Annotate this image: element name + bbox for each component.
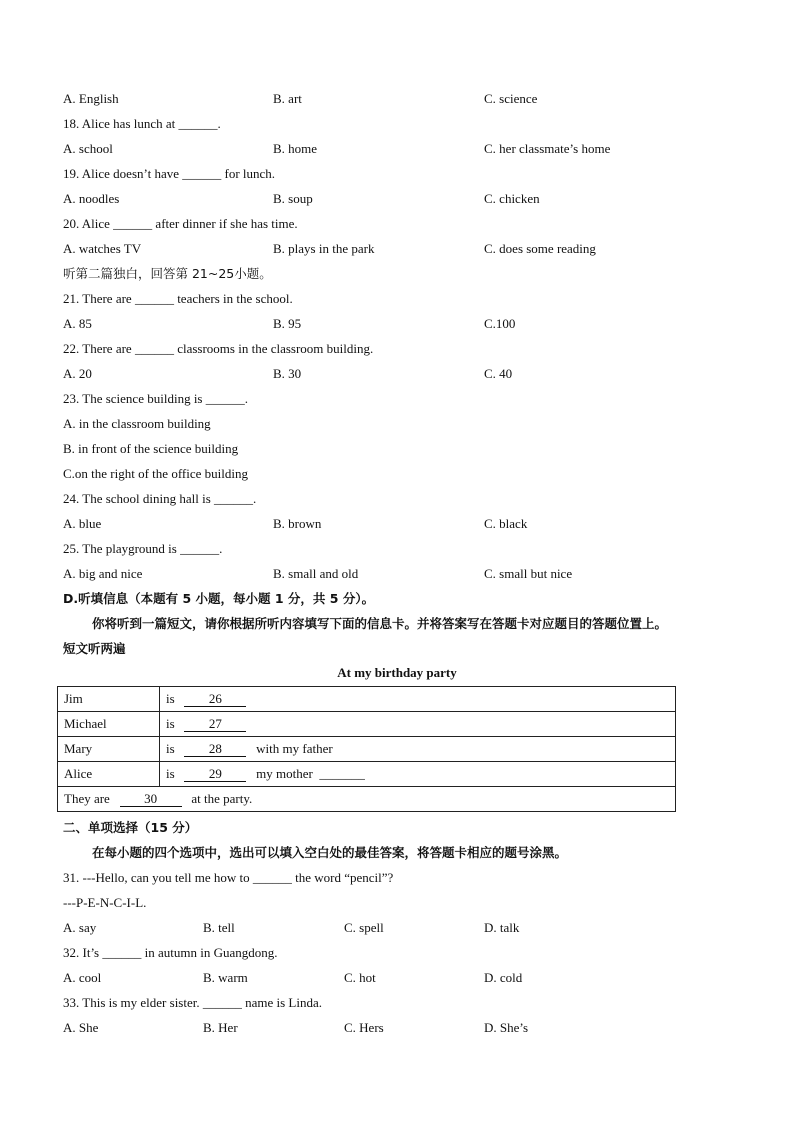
row-verb: is [166,741,175,756]
q18-stem: 18. Alice has lunch at ______. [63,116,221,131]
q31-options [63,920,683,936]
q17-options [63,91,683,107]
q24-option-a: A. blue [63,516,102,531]
row-name: Michael [58,712,160,737]
q19-stem: 19. Alice doesn’t have ______ for lunch. [63,166,276,181]
answer-blank: 28 [184,742,246,757]
q23-stem: 23. The science building is ______. [63,391,248,406]
q24-option-c: C. black [484,516,528,531]
q22-stem: 22. There are ______ classrooms in the classroom building. [63,341,374,356]
q17-option-a: A. English [63,91,119,106]
row-content [160,712,676,737]
q19-options [63,191,683,207]
q22-option-a: A. 20 [63,366,92,381]
q33-option-b: B. Her [203,1020,238,1035]
row-pre: They are [64,791,110,806]
section-d-title: D.听填信息（本题有 5 小题，每小题 1 分，共 5 分）。 [63,591,375,606]
section-2-instruction: 在每小题的四个选项中，选出可以填入空白处的最佳答案，将答题卡相应的题号涂黑。 [92,845,568,860]
q21-stem: 21. There are ______ teachers in the school. [63,291,293,306]
q31-option-d: D. talk [484,920,520,935]
q23-option-c: C.on the right of the office building [63,466,248,481]
section-monologue-2-heading: 听第二篇独白，回答第 21~25小题。 [63,266,272,281]
row-verb: is [166,691,175,706]
q23-option-a: A. in the classroom building [63,416,211,431]
q33-option-c: C. Hers [344,1020,384,1035]
info-card-row [58,762,676,787]
q25-option-a: A. big and nice [63,566,143,581]
q33-option-a: A. She [63,1020,99,1035]
q19-option-c: C. chicken [484,191,540,206]
row-name: Alice [58,762,160,787]
q33-options [63,1020,683,1036]
info-card-title: At my birthday party [337,665,457,680]
q31-option-c: C. spell [344,920,384,935]
q25-option-c: C. small but nice [484,566,573,581]
q23-option-b: B. in front of the science building [63,441,239,456]
row-post: at the party. [191,791,253,806]
section-d-instruction: 你将听到一篇短文，请你根据所听内容填写下面的信息卡。并将答案写在答题卡对应题目的答题位置上。 [92,616,668,631]
q21-option-a: A. 85 [63,316,92,331]
q19-option-a: A. noodles [63,191,120,206]
q19-option-b: B. soup [273,191,313,206]
q21-option-c: C.100 [484,316,516,331]
q33-stem: 33. This is my elder sister. ______ name is Linda. [63,995,323,1010]
q25-stem: 25. The playground is ______. [63,541,223,556]
q20-option-b: B. plays in the park [273,241,375,256]
q17-option-b: B. art [273,91,302,106]
section-2-title: 二、单项选择（15 分） [63,820,198,835]
row-verb: is [166,766,175,781]
q32-stem: 32. It’s ______ in autumn in Guangdong. [63,945,278,960]
q21-options [63,316,683,332]
q32-option-c: C. hot [344,970,376,985]
row-name: Jim [58,687,160,712]
q18-option-a: A. school [63,141,113,156]
q20-option-a: A. watches TV [63,241,142,256]
answer-blank: 29 [184,767,246,782]
info-card-row [58,737,676,762]
row-rest: with my father [256,741,333,756]
row-content [160,687,676,712]
q31-option-b: B. tell [203,920,235,935]
q31-stem-answer: ---P-E-N-C-I-L. [63,895,147,910]
q20-options [63,241,683,257]
q25-option-b: B. small and old [273,566,359,581]
info-card-row [58,687,676,712]
q20-stem: 20. Alice ______ after dinner if she has time. [63,216,298,231]
q24-options [63,516,683,532]
q25-options [63,566,683,582]
trailing-blank: _______ [319,766,365,781]
q31-stem: 31. ---Hello, can you tell me how to ______ the word “pencil”? [63,870,394,885]
q20-option-c: C. does some reading [484,241,596,256]
q32-option-a: A. cool [63,970,102,985]
row-rest: my mother [256,766,313,781]
answer-blank: 30 [120,792,182,807]
answer-blank: 26 [184,692,246,707]
q21-option-b: B. 95 [273,316,302,331]
row-name: Mary [58,737,160,762]
q32-option-b: B. warm [203,970,248,985]
answer-blank: 27 [184,717,246,732]
q22-option-c: C. 40 [484,366,513,381]
q31-option-a: A. say [63,920,97,935]
q32-option-d: D. cold [484,970,523,985]
q22-options [63,366,683,382]
row-content [160,737,676,762]
info-card-row-last [58,787,676,812]
row-verb: is [166,716,175,731]
q18-option-b: B. home [273,141,318,156]
row-content [58,787,676,812]
q18-options [63,141,683,157]
q17-option-c: C. science [484,91,538,106]
q32-options [63,970,683,986]
row-content [160,762,676,787]
info-card-table [57,686,676,812]
q22-option-b: B. 30 [273,366,302,381]
info-card-row [58,712,676,737]
q18-option-c: C. her classmate’s home [484,141,611,156]
q24-stem: 24. The school dining hall is ______. [63,491,257,506]
q24-option-b: B. brown [273,516,322,531]
section-d-note: 短文听两遍 [63,641,126,656]
q33-option-d: D. She’s [484,1020,529,1035]
